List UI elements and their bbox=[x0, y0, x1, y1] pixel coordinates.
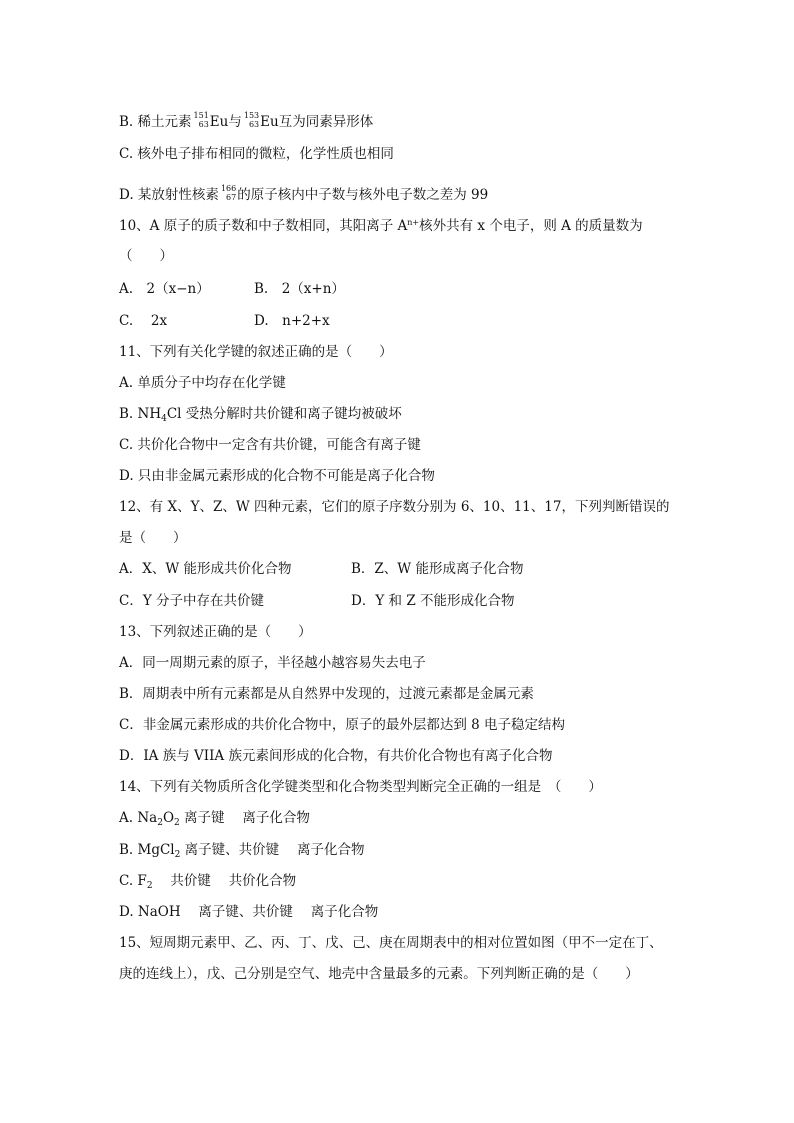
q9-b-prefix: B. 稀土元素 bbox=[119, 114, 192, 130]
q13-option-d: D．IA 族与 VIIA 族元素间形成的化合物，有共价化合物也有离子化合物 bbox=[119, 748, 553, 764]
q12-option-a: A．X、W 能形成共价化合物 bbox=[119, 561, 292, 577]
q11-option-d: D. 只由非金属元素形成的化合物不可能是离子化合物 bbox=[119, 468, 435, 484]
q10-option-c: C. 2x bbox=[119, 313, 168, 329]
q12-stem: 12、有 X、Y、Z、W 四种元素，它们的原子序数分别为 6、10、11、17，下列判断错误的 bbox=[119, 499, 670, 515]
q14-option-a: A. $Na_2O_2$ 离子键 离子化合物 bbox=[119, 810, 310, 828]
q10-option-b: B. 2（x+n） bbox=[254, 281, 345, 297]
nuclide-notation: 153 63 bbox=[243, 110, 260, 129]
q15-stem: 15、短周期元素甲、乙、丙、丁、戊、己、庚在周期表中的相对位置如图（甲不一定在丁、 bbox=[119, 935, 663, 951]
q11-option-a: A. 单质分子中均存在化学键 bbox=[119, 375, 286, 391]
q10-option-a: A. 2（x−n） bbox=[119, 281, 210, 297]
q12-option-c: C．Y 分子中存在共价键 bbox=[119, 593, 265, 609]
q9-option-d: D. 某放射性核素 166 67 的原子核内中子数与核外电子数之差为 99 bbox=[119, 183, 489, 203]
q14-option-c: C. $F_2$ 共价键 共价化合物 bbox=[119, 873, 297, 891]
element-symbol: Eu bbox=[209, 114, 229, 130]
element-symbol: Eu bbox=[260, 114, 279, 130]
q15-stem-cont: 庚的连线上），戊、己分别是空气、地壳中含量最多的元素。下列判断正确的是（ ） bbox=[119, 966, 639, 982]
q10-option-d: D. n+2+x bbox=[254, 313, 330, 329]
nuclide-notation: 151 63 bbox=[193, 110, 209, 129]
q11-stem: 11、下列有关化学键的叙述正确的是（ ） bbox=[119, 344, 393, 360]
q10-answer-paren: （ ） bbox=[119, 248, 173, 264]
q9-option-b: B. 稀土元素 151 63 Eu与 153 63 Eu互为同素异形体 bbox=[119, 110, 374, 130]
nuclide-notation: 166 67 bbox=[220, 183, 237, 202]
q10-stem: 10、A 原子的质子数和中子数相同，其阳离子 $A^{n+}$核外共有 x 个电子，则 A 的质量数为 bbox=[119, 218, 643, 234]
q11-option-c: C. 共价化合物中一定含有共价键，可能含有离子键 bbox=[119, 437, 421, 453]
q9-option-c: C. 核外电子排布相同的微粒，化学性质也相同 bbox=[119, 146, 394, 162]
q14-option-d: D. NaOH 离子键、共价键 离子化合物 bbox=[119, 904, 379, 920]
q14-option-b: B. MgCl$_2$ 离子键、共价键 离子化合物 bbox=[119, 842, 365, 860]
q11-option-b: B. $NH_4Cl$ 受热分解时共价键和离子键均被破坏 bbox=[119, 406, 402, 424]
q13-option-a: A．同一周期元素的原子，半径越小越容易失去电子 bbox=[119, 655, 426, 671]
q13-stem: 13、下列叙述正确的是（ ） bbox=[119, 624, 312, 640]
q12-option-d: D．Y 和 Z 不能形成化合物 bbox=[351, 593, 515, 609]
q14-stem: 14、下列有关物质所含化学键类型和化合物类型判断完全正确的一组是 （ ） bbox=[119, 779, 602, 795]
q12-option-b: B．Z、W 能形成离子化合物 bbox=[351, 561, 524, 577]
q13-option-b: B．周期表中所有元素都是从自然界中发现的，过渡元素都是金属元素 bbox=[119, 686, 534, 702]
q12-stem-cont: 是（ ） bbox=[119, 530, 187, 546]
q13-option-c: C．非金属元素形成的共价化合物中，原子的最外层都达到 8 电子稳定结构 bbox=[119, 717, 566, 733]
